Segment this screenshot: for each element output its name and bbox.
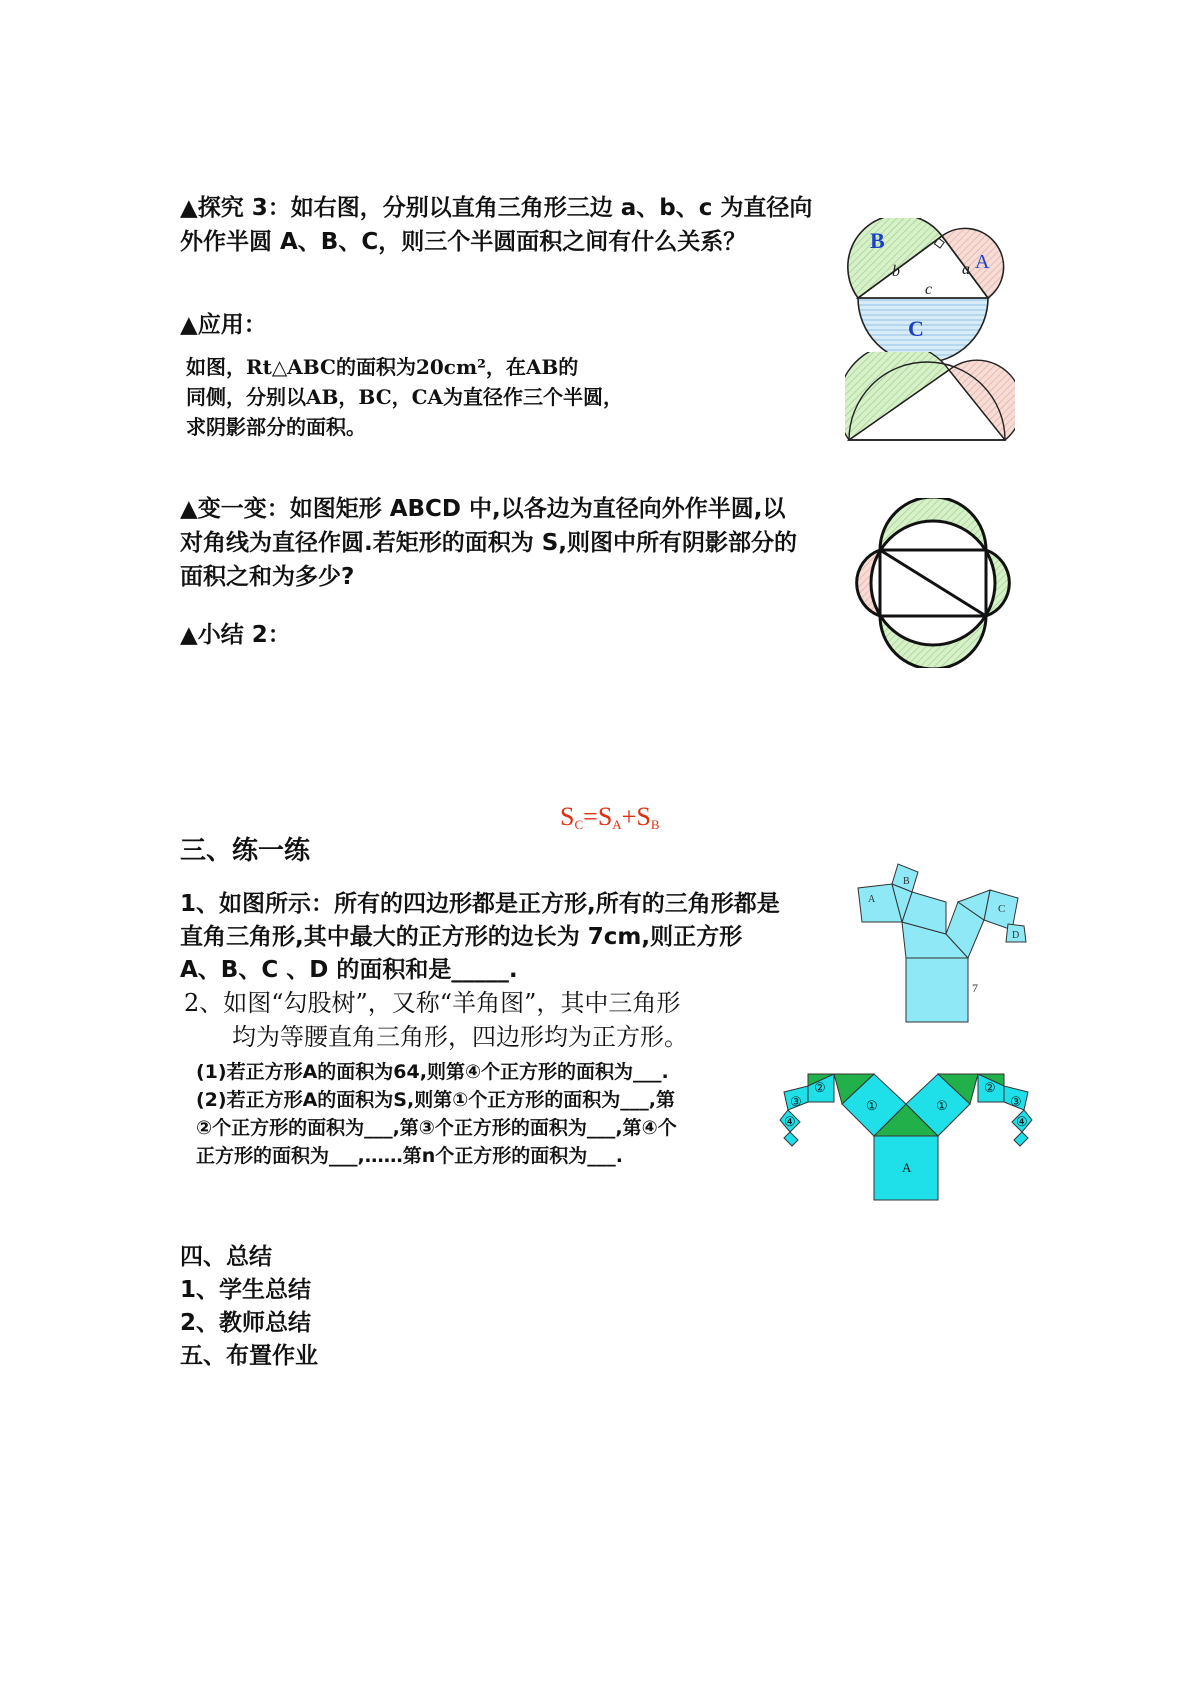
conclusion-item2: 2、教师总结 [180,1310,312,1336]
horn-label-4-left: ④ [784,1114,796,1129]
horn-label-1-right: ① [936,1098,948,1113]
horn-label-4-right: ④ [1016,1114,1028,1129]
tree-label-A: A [868,894,876,905]
goat-horn-figure [778,1066,1042,1202]
horn-label-1-left: ① [866,1098,878,1113]
label-a: a [962,261,970,278]
q1-line2: 直角三角形,其中最大的正方形的边长为 7cm,则正方形 [180,924,743,950]
q1-line1: 1、如图所示：所有的四边形都是正方形,所有的三角形都是 [180,891,780,917]
rectangle-circle-figure [848,498,1022,668]
semicircle-a-shape [942,228,1004,298]
label-c: c [925,281,933,298]
q2-sub2-line3: 正方形的面积为___,……第n个正方形的面积为___. [196,1145,623,1167]
tree-label-7: 7 [972,981,978,995]
q2-line2: 均为等腰直角三角形，四边形均为正方形。 [232,1023,688,1051]
horn-label-2-left: ② [814,1080,826,1095]
horn-label-2-right: ② [984,1080,996,1095]
application-line3: 求阴影部分的面积。 [186,415,366,439]
q2-sub1: (1)若正方形A的面积为64,则第④个正方形的面积为___. [196,1061,669,1083]
label-B: B [870,228,885,253]
lunes-figure [845,352,1015,448]
homework-heading: 五、布置作业 [180,1343,318,1369]
variant-line3: 面积之和为多少? [180,564,355,590]
application-line1: 如图，Rt△ABC的面积为20cm²，在AB的 [186,355,579,379]
conclusion-heading: 四、总结 [180,1244,272,1270]
variant-line2: 对角线为直径作圆.若矩形的面积为 S,则图中所有阴影部分的 [180,530,798,556]
horn-label-A: A [902,1160,912,1175]
variant-line1: ▲变一变：如图矩形 ABCD 中,以各边为直径向外作半圆,以 [180,496,786,522]
practice-heading: 三、练一练 [180,836,311,866]
explore3-line1: ▲探究 3：如右图，分别以直角三角形三边 a、b、c 为直径向 [180,195,813,221]
summary2-heading: ▲小结 2： [180,622,291,648]
conclusion-item1: 1、学生总结 [180,1277,312,1303]
explore3-line2: 外作半圆 A、B、C，则三个半圆面积之间有什么关系？ [180,229,747,255]
pythagoras-tree-figure [848,862,1028,1024]
label-C: C [908,316,924,341]
q2-sub2-line2: ②个正方形的面积为___,第③个正方形的面积为___,第④个 [196,1117,677,1139]
horn-label-3-right: ③ [1010,1094,1022,1109]
formula-sc-sa-sb: $S_C=S_A+S_B$ [560,802,660,832]
tree-label-C: C [998,903,1006,915]
label-b: b [892,263,900,280]
q2-line1: 2、如图“勾股树”，又称“羊角图”，其中三角形 [184,989,681,1017]
label-A: A [975,251,990,273]
tree-label-D: D [1012,930,1020,941]
q2-sub2-line1: (2)若正方形A的面积为S,则第①个正方形的面积为___,第 [196,1089,675,1111]
tree-label-B: B [903,876,910,887]
application-line2: 同侧，分别以AB，BC，CA为直径作三个半圆， [186,385,624,409]
horn-label-3-left: ③ [790,1094,802,1109]
q1-line3: A、B、C 、D 的面积和是_____. [180,957,518,983]
big-square [906,958,968,1022]
application-heading: ▲应用： [180,312,267,338]
semicircles-figure [840,218,1020,368]
